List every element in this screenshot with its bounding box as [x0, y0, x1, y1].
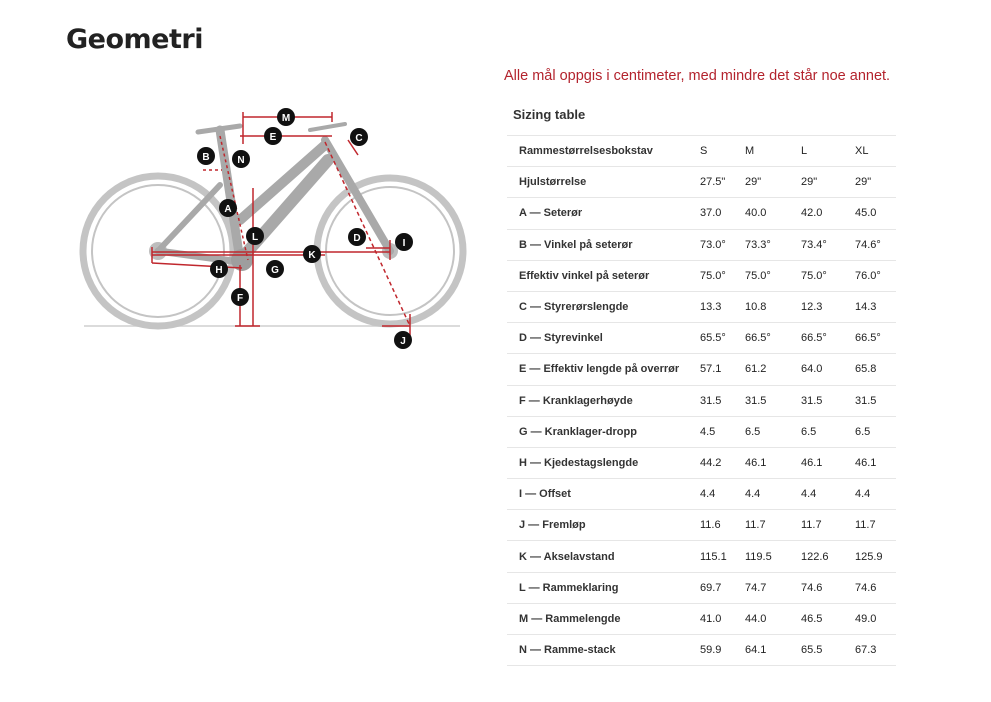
cell-m: 40.0 [745, 198, 801, 229]
svg-text:A: A [224, 204, 232, 215]
row-label: I — Offset [507, 479, 689, 510]
table-row [507, 603, 896, 634]
cell-s: 37.0 [689, 198, 745, 229]
row-label: B — Vinkel på seterør [507, 229, 689, 260]
table-row [507, 291, 896, 322]
cell-l: 65.5 [801, 635, 855, 666]
marker-j [394, 331, 412, 349]
cell-m: 4.4 [745, 479, 801, 510]
cell-l: 74.6 [801, 572, 855, 603]
cell-s: 44.2 [689, 447, 745, 478]
marker-f [231, 288, 249, 306]
cell-l: 42.0 [801, 198, 855, 229]
svg-text:J: J [400, 336, 406, 347]
cell-s: 27.5" [689, 167, 745, 198]
row-label: J — Fremløp [507, 510, 689, 541]
cell-s: 11.6 [689, 510, 745, 541]
cell-l: 73.4° [801, 229, 855, 260]
sizing-table [507, 135, 896, 666]
table-row [507, 416, 896, 447]
table-header-row [507, 136, 896, 167]
cell-xl: 4.4 [855, 479, 896, 510]
bike-frame [158, 124, 390, 271]
table-row [507, 354, 896, 385]
cell-m: 64.1 [745, 635, 801, 666]
row-label: C — Styrerørslengde [507, 291, 689, 322]
row-label: G — Kranklager-dropp [507, 416, 689, 447]
row-label: H — Kjedestagslengde [507, 447, 689, 478]
marker-g [266, 260, 284, 278]
cell-l: 12.3 [801, 291, 855, 322]
svg-text:D: D [353, 233, 361, 244]
cell-m: 10.8 [745, 291, 801, 322]
header-size-l: L [801, 136, 855, 167]
row-label: Hjulstørrelse [507, 167, 689, 198]
cell-s: 59.9 [689, 635, 745, 666]
header-size-m: M [745, 136, 801, 167]
table-row [507, 572, 896, 603]
table-row [507, 447, 896, 478]
units-note: Alle mål oppgis i centimeter, med mindre det står noe annet. [504, 68, 891, 84]
svg-text:G: G [271, 265, 279, 276]
marker-i [395, 233, 413, 251]
marker-n [232, 150, 250, 168]
cell-m: 46.1 [745, 447, 801, 478]
row-label: E — Effektiv lengde på overrør [507, 354, 689, 385]
cell-m: 44.0 [745, 603, 801, 634]
row-label: N — Ramme-stack [507, 635, 689, 666]
page-title: Geometri [66, 24, 203, 55]
table-row [507, 323, 896, 354]
cell-m: 6.5 [745, 416, 801, 447]
row-label: M — Rammelengde [507, 603, 689, 634]
cell-l: 122.6 [801, 541, 855, 572]
svg-text:N: N [237, 155, 245, 166]
row-label: Effektiv vinkel på seterør [507, 260, 689, 291]
bike-geometry-diagram [70, 100, 470, 360]
svg-text:C: C [355, 133, 363, 144]
cell-m: 61.2 [745, 354, 801, 385]
cell-l: 6.5 [801, 416, 855, 447]
cell-l: 4.4 [801, 479, 855, 510]
cell-xl: 66.5° [855, 323, 896, 354]
marker-d [348, 228, 366, 246]
cell-s: 31.5 [689, 385, 745, 416]
cell-s: 13.3 [689, 291, 745, 322]
cell-m: 73.3° [745, 229, 801, 260]
row-label: F — Kranklagerhøyde [507, 385, 689, 416]
table-row [507, 260, 896, 291]
cell-xl: 46.1 [855, 447, 896, 478]
svg-text:E: E [269, 132, 277, 143]
header-size-s: S [689, 136, 745, 167]
cell-m: 66.5° [745, 323, 801, 354]
cell-xl: 74.6° [855, 229, 896, 260]
svg-text:L: L [251, 232, 259, 243]
sizing-table-title: Sizing table [513, 107, 586, 122]
cell-s: 57.1 [689, 354, 745, 385]
cell-s: 4.4 [689, 479, 745, 510]
marker-m [277, 108, 295, 126]
marker-b [197, 147, 215, 165]
cell-s: 65.5° [689, 323, 745, 354]
cell-l: 46.1 [801, 447, 855, 478]
marker-c [350, 128, 368, 146]
table-row [507, 385, 896, 416]
cell-xl: 11.7 [855, 510, 896, 541]
cell-xl: 6.5 [855, 416, 896, 447]
cell-xl: 76.0° [855, 260, 896, 291]
marker-k [303, 245, 321, 263]
cell-l: 64.0 [801, 354, 855, 385]
row-label: L — Rammeklaring [507, 572, 689, 603]
cell-s: 69.7 [689, 572, 745, 603]
cell-l: 75.0° [801, 260, 855, 291]
cell-xl: 14.3 [855, 291, 896, 322]
svg-text:B: B [202, 152, 210, 163]
cell-m: 119.5 [745, 541, 801, 572]
cell-s: 75.0° [689, 260, 745, 291]
header-frame-size: Rammestørrelsesbokstav [507, 136, 689, 167]
cell-l: 29" [801, 167, 855, 198]
marker-a [219, 199, 237, 217]
cell-s: 73.0° [689, 229, 745, 260]
svg-text:F: F [236, 293, 244, 304]
cell-xl: 74.6 [855, 572, 896, 603]
cell-xl: 65.8 [855, 354, 896, 385]
table-row [507, 229, 896, 260]
cell-xl: 49.0 [855, 603, 896, 634]
svg-text:I: I [402, 238, 406, 249]
row-label: A — Seterør [507, 198, 689, 229]
cell-m: 29" [745, 167, 801, 198]
cell-xl: 29" [855, 167, 896, 198]
cell-s: 41.0 [689, 603, 745, 634]
marker-h [210, 260, 228, 278]
table-row [507, 510, 896, 541]
cell-m: 74.7 [745, 572, 801, 603]
cell-m: 31.5 [745, 385, 801, 416]
cell-s: 115.1 [689, 541, 745, 572]
cell-xl: 45.0 [855, 198, 896, 229]
cell-l: 11.7 [801, 510, 855, 541]
cell-s: 4.5 [689, 416, 745, 447]
cell-m: 11.7 [745, 510, 801, 541]
cell-xl: 125.9 [855, 541, 896, 572]
cell-xl: 31.5 [855, 385, 896, 416]
table-row [507, 479, 896, 510]
svg-text:H: H [215, 265, 223, 276]
cell-m: 75.0° [745, 260, 801, 291]
table-row [507, 167, 896, 198]
marker-l [246, 227, 264, 245]
cell-xl: 67.3 [855, 635, 896, 666]
row-label: K — Akselavstand [507, 541, 689, 572]
cell-l: 31.5 [801, 385, 855, 416]
cell-l: 66.5° [801, 323, 855, 354]
svg-text:M: M [281, 113, 291, 124]
table-row [507, 635, 896, 666]
table-row [507, 541, 896, 572]
header-size-xl: XL [855, 136, 896, 167]
row-label: D — Styrevinkel [507, 323, 689, 354]
table-row [507, 198, 896, 229]
marker-e [264, 127, 282, 145]
svg-text:K: K [308, 250, 316, 261]
cell-l: 46.5 [801, 603, 855, 634]
